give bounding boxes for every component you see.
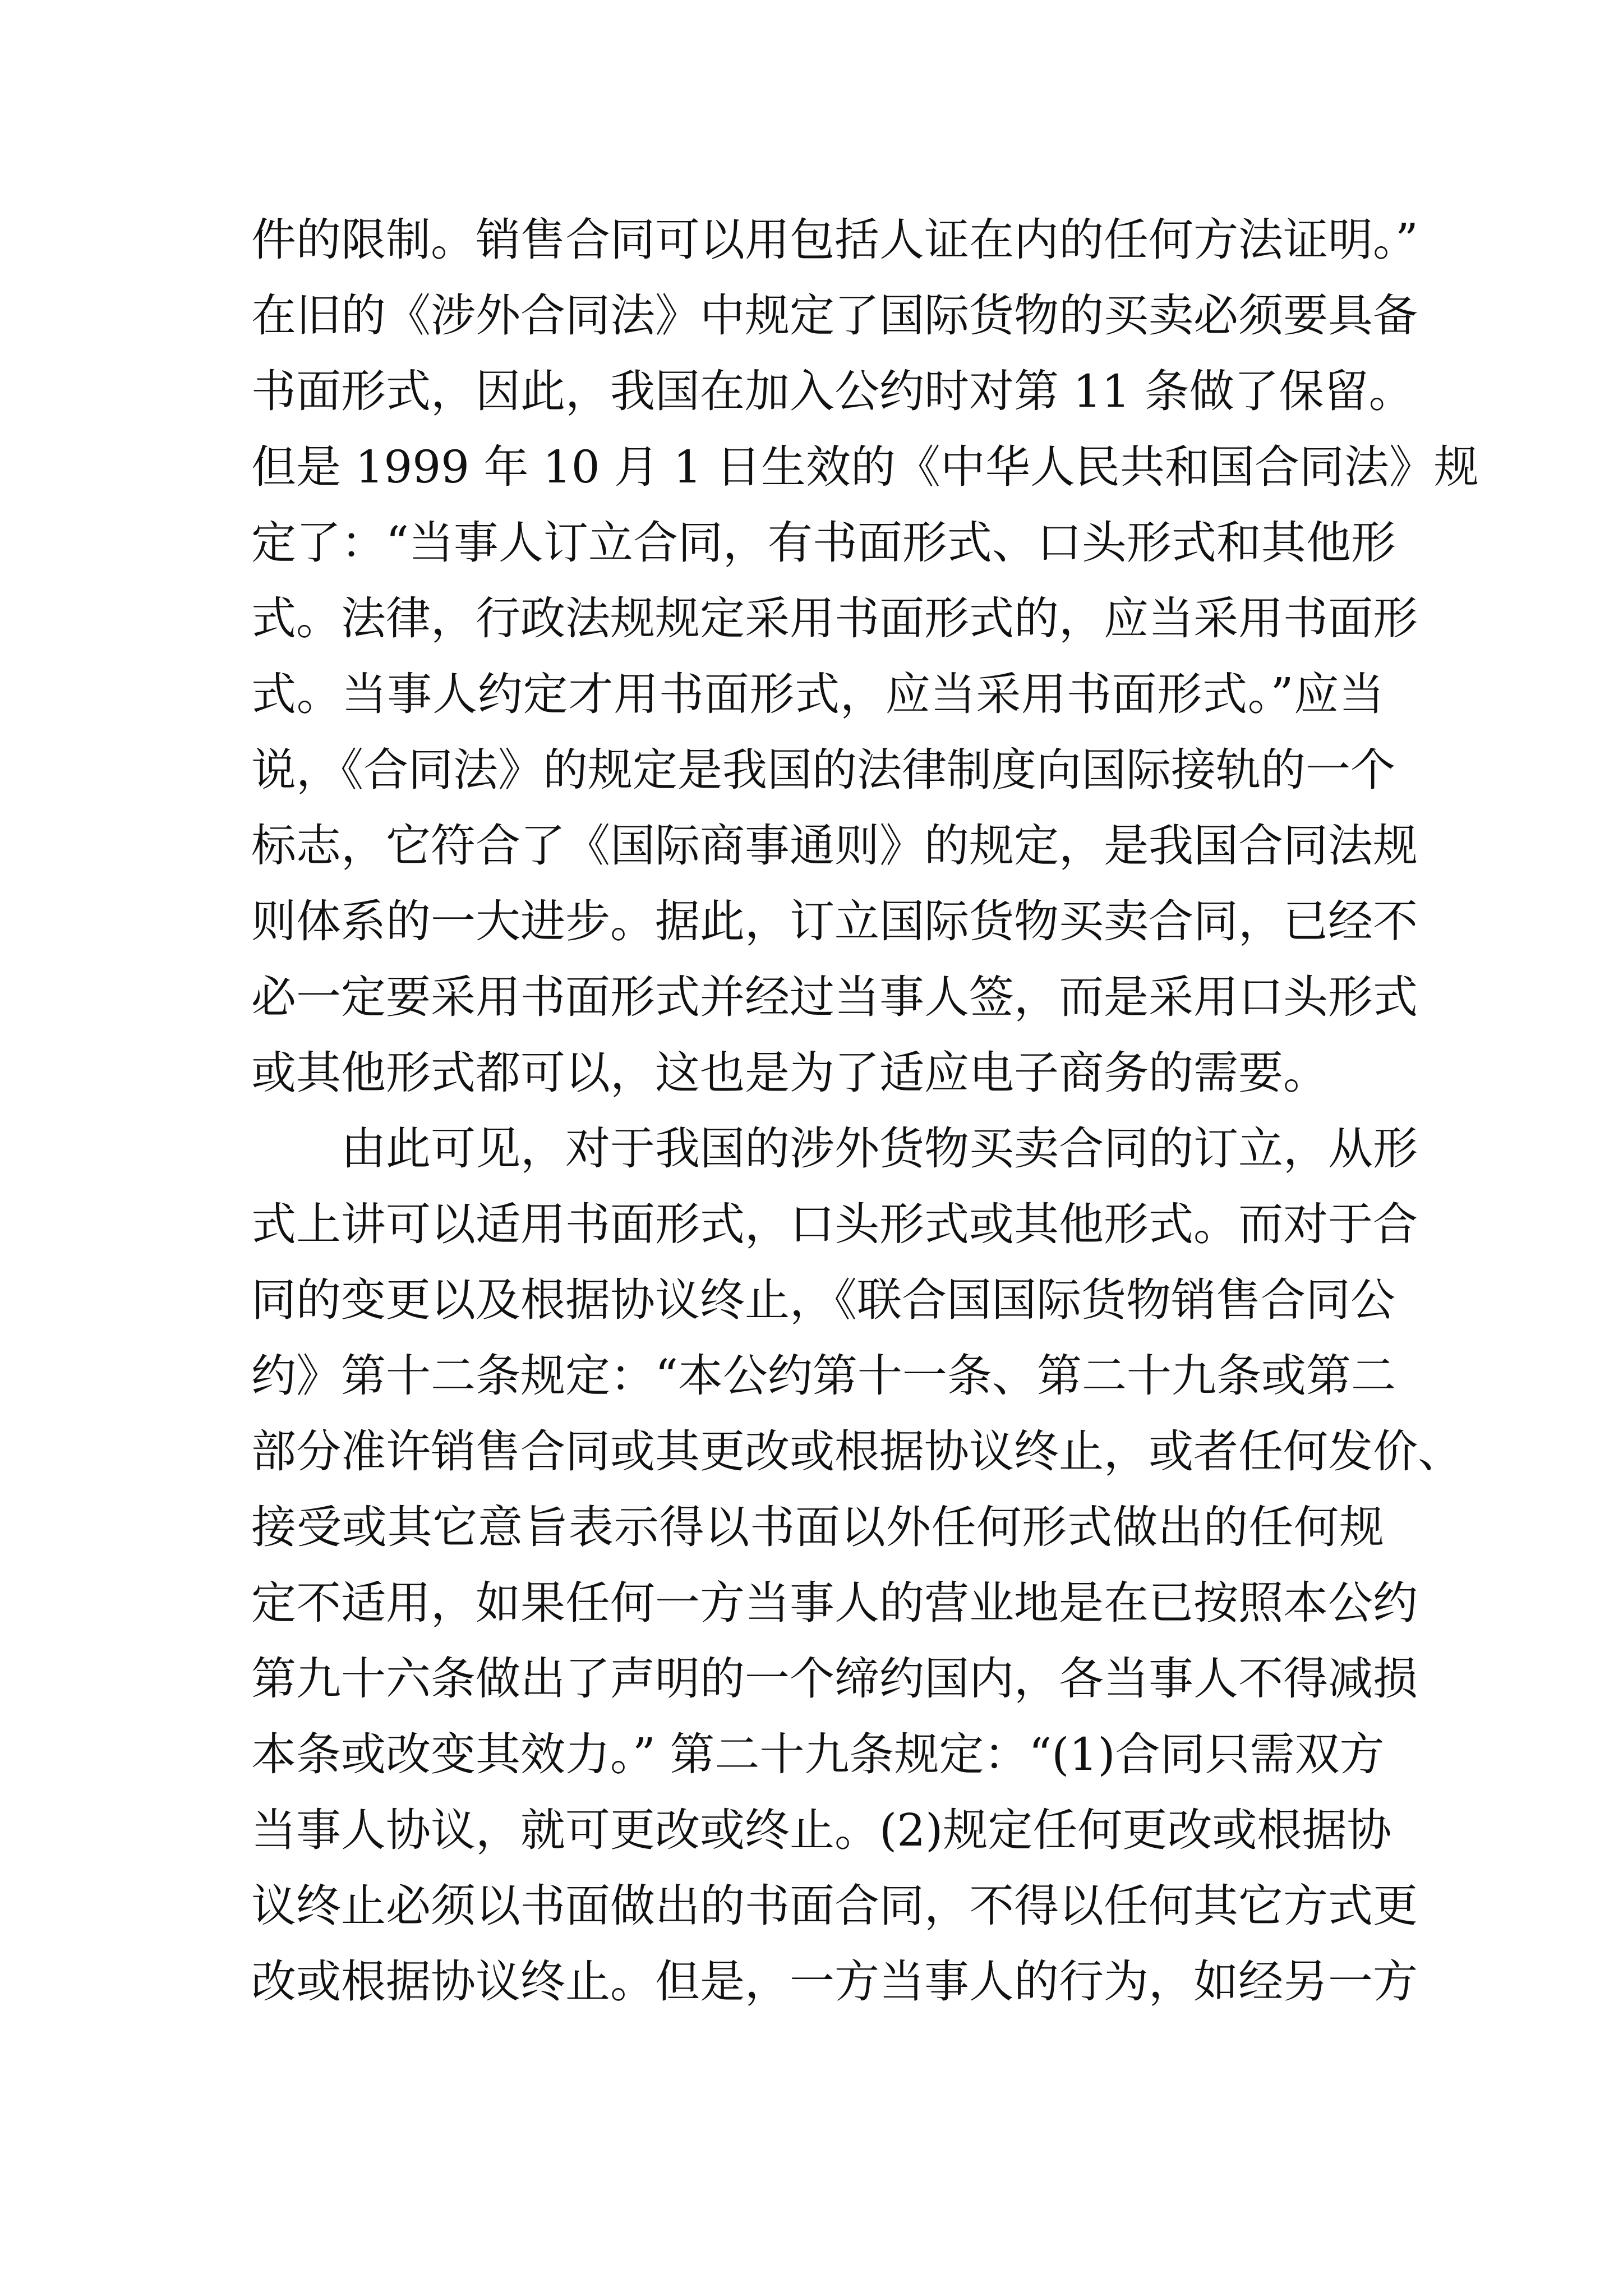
text-line: 第九十六条做出了声明的一个缔约国内，各当事人不得减损 (251, 1653, 1418, 1705)
paragraph-2 (251, 1111, 1463, 2019)
text-line: 当事人协议，就可更改或终止。(2)规定任何更改或根据协 (251, 1804, 1392, 1856)
text-line: 书面形式，因此，我国在加入公约时对第 11 条做了保留。 (251, 365, 1414, 417)
text-line: 定了：“当事人订立合同，有书面形式、口头形式和其他形 (251, 517, 1396, 569)
text-line: 议终止必须以书面做出的书面合同，不得以任何其它方式更 (251, 1880, 1418, 1932)
text-line: 接受或其它意旨表示得以书面以外任何形式做出的任何规 (251, 1501, 1384, 1553)
text-line: 必一定要采用书面形式并经过当事人签，而是采用口头形式 (251, 971, 1418, 1023)
text-line: 式上讲可以适用书面形式，口头形式或其他形式。而对于合 (251, 1198, 1418, 1250)
text-line: 改或根据协议终止。但是，一方当事人的行为，如经另一方 (251, 1955, 1418, 2008)
text-line: 本条或改变其效力。” 第二十九条规定：“(1)合同只需双方 (251, 1728, 1385, 1780)
text-line: 说，《合同法》的规定是我国的法律制度向国际接轨的一个 (251, 744, 1395, 796)
text-line: 则体系的一大进步。据此，订立国际货物买卖合同，已经不 (251, 895, 1418, 947)
text-line: 式。法律，行政法规规定采用书面形式的，应当采用书面形 (251, 592, 1418, 645)
body-text (251, 202, 1479, 2019)
text-line: 件的限制。销售合同可以用包括人证在内的任何方法证明。” (251, 214, 1418, 266)
text-line: 在旧的《涉外合同法》中规定了国际货物的买卖必须要具备 (251, 289, 1418, 342)
text-line: 或其他形式都可以，这也是为了适应电子商务的需要。 (251, 1047, 1328, 1099)
text-line: 同的变更以及根据协议终止，《联合国国际货物销售合同公 (251, 1274, 1395, 1326)
paragraph-1 (251, 202, 1479, 1111)
text-line: 部分准许销售合同或其更改或根据协议终止，或者任何发价、 (251, 1425, 1463, 1478)
text-line: 定不适用，如果任何一方当事人的营业地是在已按照本公约 (251, 1577, 1418, 1629)
text-line: 但是 1999 年 10 月 1 日生效的《中华人民共和国合同法》规 (251, 441, 1479, 493)
text-line: 标志，它符合了《国际商事通则》的规定，是我国合同法规 (251, 820, 1418, 872)
text-line: 约》第十二条规定：“本公约第十一条、第二十九条或第二 (251, 1350, 1396, 1402)
text-line: 由此可见，对于我国的涉外货物买卖合同的订立，从形 (341, 1122, 1418, 1175)
text-line: 式。当事人约定才用书面形式，应当采用书面形式。”应当 (251, 668, 1384, 720)
